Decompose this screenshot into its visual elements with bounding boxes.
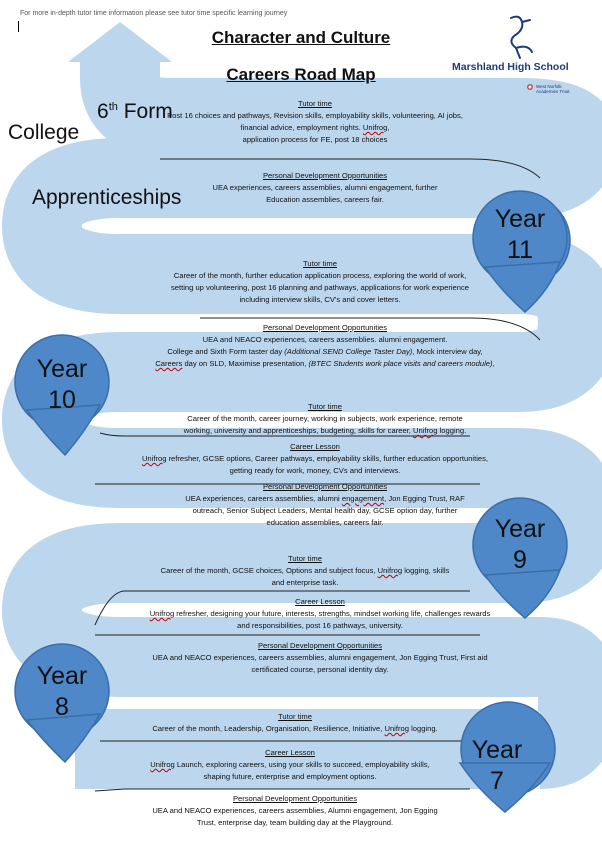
year7-tutor-time: Tutor time Career of the month, Leadership, Organisation, Resilience, Initiative, Unifrog logging.	[152, 712, 438, 733]
year8-career-lesson: Career Lesson Unifrog refresher, designing your future, interests, strengths, mindset working life, challenges rewards and responsibilities, post 16 pathways, university.	[149, 597, 491, 630]
school-name: Marshland High School	[452, 61, 569, 73]
post16-tutor-time: Tutor time Post 16 choices and pathways, Revision skills, employability skills, volunteering, AI jobs, financial advice, employment rights. Unifrog, application process for FE, post 18 choices	[167, 99, 463, 144]
header-note: For more in-depth tutor time information please see tutor time specific learning journey	[20, 10, 288, 17]
year10-label: Year 10	[36, 355, 88, 414]
year8-label: Year 8	[36, 662, 88, 721]
destination-sixth-form: 6th Form	[97, 100, 173, 123]
year9-career-lesson: Career Lesson Unifrog refresher, GCSE options, Career pathways, employability skills, further education opportunities, getting ready for work, money, CVs and interviews.	[141, 442, 489, 475]
year10-pdo: Personal Development Opportunities UEA and NEACO experiences, careers assemblies. alumni engagement. College and Sixth Form taster day (Additional SEND College Taster Day), Mock interview day, Careers day on SLD, Maximise presentation, (BTEC Students work place visits and careers module),	[155, 323, 495, 368]
trust-name: West Norfolk Academies Trust	[536, 84, 570, 94]
year7-label: Year 7	[471, 736, 523, 795]
road-arrow-head	[68, 22, 172, 62]
year9-label: Year 9	[494, 515, 546, 574]
page-title: Character and Culture	[211, 28, 391, 47]
destination-apprenticeships: Apprenticeships	[32, 186, 182, 209]
year9-pdo: Personal Development Opportunities UEA experiences, careers assemblies, alumni engagement, Jon Egging Trust, RAF outreach, Senior Subject Leaders, Mental health day, GCSE option day, further education assemblies, careers fair.	[185, 482, 465, 527]
year8-tutor-time: Tutor time Career of the month, GCSE choices, Options and subject focus, Unifrog logging, skills and enterprise task.	[160, 554, 450, 587]
text-cursor	[18, 21, 19, 32]
year11-label: Year 11	[494, 205, 546, 264]
year9-tutor-time: Tutor time Career of the month, career journey, working in subjects, work experience, remote working, university and apprenticeships, budgeting, skills for career, Unifrog logging.	[183, 402, 467, 435]
destination-college: College	[8, 121, 80, 144]
post16-pdo: Personal Development Opportunities UEA experiences, careers assemblies, alumni engagement, further Education assemblies, careers fair.	[212, 171, 438, 204]
heron-logo	[511, 17, 532, 58]
year7-career-lesson: Career Lesson Unifrog Launch, exploring careers, using your skills to succeed, employability skills, shaping future, enterprise and employment options.	[150, 748, 430, 781]
year10-tutor-time: Tutor time Career of the month, further education application process, exploring the world of work, setting up volunteering, post 16 planning and pathways, applications for work experience including interview skills, CV's and cover letters.	[170, 259, 470, 304]
trust-logo-icon	[527, 84, 533, 90]
year8-pdo: Personal Development Opportunities UEA and NEACO experiences, careers assemblies, alumni engagement, Jon Egging Trust, First aid certificated course, personal identity day.	[152, 641, 488, 674]
page-subtitle: Careers Road Map	[226, 65, 376, 84]
year7-pdo: Personal Development Opportunities UEA and NEACO experiences, careers assemblies, Alumni engagement, Jon Egging Trust, enterprise day, team building day at the Playground.	[152, 794, 438, 827]
